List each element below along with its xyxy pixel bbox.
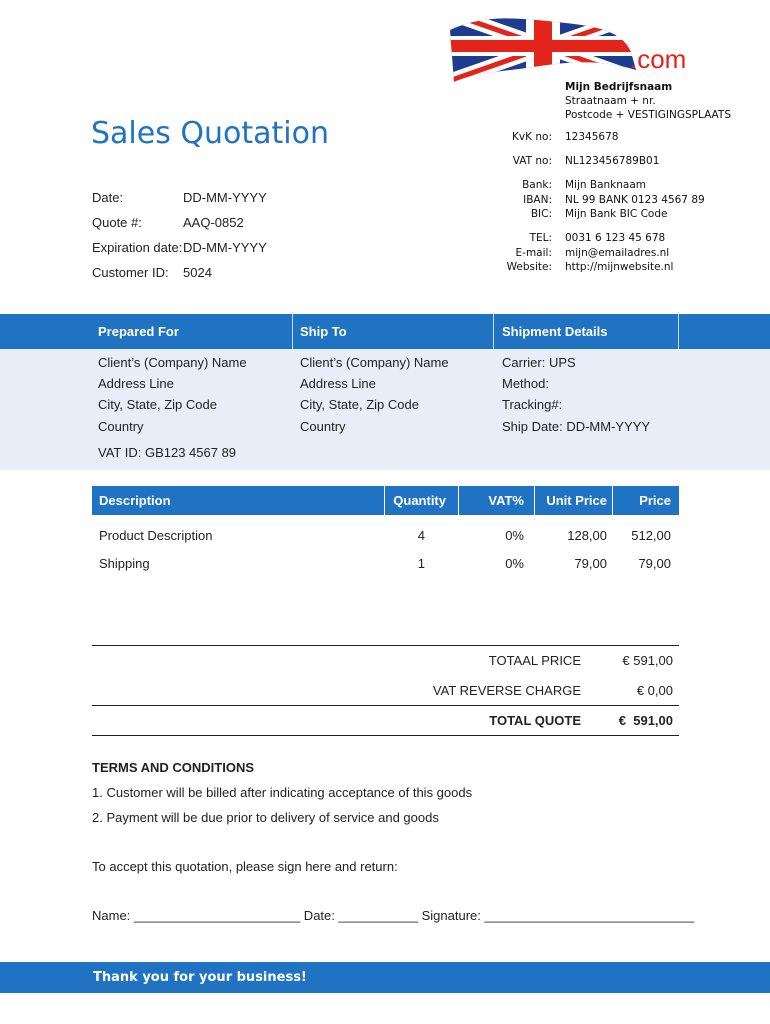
ship-to-country: Country — [300, 419, 346, 434]
item-description: Shipping — [99, 556, 150, 571]
website-label: Website: — [506, 261, 552, 273]
expiration-date-label: Expiration date: — [92, 240, 183, 255]
carrier: Carrier: UPS — [502, 355, 576, 370]
item-quantity: 1 — [417, 556, 425, 571]
company-address — [565, 80, 731, 122]
shipment-details-header: Shipment Details — [502, 324, 608, 339]
item-unit-price: 79,00 — [574, 556, 607, 571]
tracking-number: Tracking#: — [502, 397, 563, 412]
website-value: http://mijnwebsite.nl — [565, 261, 674, 273]
quote-number-value: AAQ-0852 — [183, 215, 244, 230]
item-price: 79,00 — [638, 556, 671, 571]
parties-header — [0, 314, 770, 349]
column-divider — [493, 314, 494, 349]
total-price-value: € 591,00 — [622, 653, 673, 668]
vat-value: NL123456789B01 — [565, 155, 660, 167]
items-table-header — [92, 486, 679, 515]
ship-to-header: Ship To — [300, 324, 347, 339]
logo-domain-text: .com — [630, 44, 687, 74]
item-quantity: 4 — [417, 528, 425, 543]
company-street: Straatnaam + nr. — [565, 95, 656, 107]
parties-body — [0, 349, 770, 470]
totals-top-rule — [92, 645, 679, 646]
prepared-for-header: Prepared For — [98, 324, 179, 339]
expiration-date-value: DD-MM-YYYY — [183, 240, 267, 255]
total-quote-label: TOTAL QUOTE — [489, 713, 581, 728]
totals-bottom-rule — [92, 735, 679, 736]
tel-label: TEL: — [529, 232, 552, 244]
email-label: E-mail: — [515, 247, 552, 259]
column-divider — [678, 314, 679, 349]
ship-date: Ship Date: DD-MM-YYYY — [502, 419, 651, 434]
vat-reverse-charge-label: VAT REVERSE CHARGE — [432, 683, 581, 698]
bank-value: Mijn Banknaam — [565, 179, 647, 191]
item-unit-price: 128,00 — [567, 528, 607, 543]
prepared-for-address: Address Line — [98, 376, 174, 391]
vat-percent-header: VAT% — [488, 493, 524, 508]
ship-to-address: Address Line — [300, 376, 376, 391]
item-description: Product Description — [99, 528, 213, 543]
quantity-header: Quantity — [393, 493, 446, 508]
customer-id-label: Customer ID: — [92, 265, 169, 280]
iban-value: NL 99 BANK 0123 4567 89 — [565, 194, 705, 206]
company-name: Mijn Bedrijfsnaam — [565, 81, 673, 93]
ship-to-company: Client’s (Company) Name — [300, 355, 449, 370]
iban-label: IBAN: — [523, 194, 552, 206]
date-value: DD-MM-YYYY — [183, 190, 267, 205]
vat-id: VAT ID: GB123 4567 89 — [98, 445, 237, 460]
item-price: 512,00 — [631, 528, 671, 543]
total-price-label: TOTAAL PRICE — [488, 653, 581, 668]
footer-message: Thank you for your business! — [93, 970, 307, 985]
vat-reverse-charge-value: € 0,00 — [636, 683, 673, 698]
terms-line-1: 1. Customer will be billed after indicating acceptance of this goods — [92, 785, 473, 800]
kvk-value: 12345678 — [565, 131, 619, 143]
kvk-label: KvK no: — [512, 131, 552, 143]
email-value: mijn@emailadres.nl — [565, 247, 670, 259]
terms-heading: TERMS AND CONDITIONS — [92, 760, 255, 775]
customer-id-value: 5024 — [183, 265, 212, 280]
tel-value: 0031 6 123 45 678 — [565, 232, 666, 244]
bic-value: Mijn Bank BIC Code — [565, 208, 668, 220]
totals-mid-rule — [92, 705, 679, 706]
company-postcode: Postcode + VESTIGINGSPLAATS — [565, 109, 731, 121]
signature-line: Name: _______________________ Date: ___________ Signature: _____________________________ — [92, 908, 695, 923]
prepared-for-country: Country — [98, 419, 144, 434]
price-header: Price — [639, 493, 671, 508]
prepared-for-company: Client’s (Company) Name — [98, 355, 247, 370]
item-vat-percent: 0% — [505, 528, 524, 543]
quote-number-label: Quote #: — [92, 215, 142, 230]
accept-instruction: To accept this quotation, please sign here and return: — [92, 859, 398, 874]
total-quote-value: € 591,00 — [618, 713, 673, 728]
shipping-method: Method: — [502, 376, 549, 391]
terms-line-2: 2. Payment will be due prior to delivery of service and goods — [92, 810, 439, 825]
document-title: Sales Quotation — [91, 116, 329, 151]
unit-price-header: Unit Price — [546, 493, 607, 508]
bank-label: Bank: — [522, 179, 552, 191]
ship-to-city: City, State, Zip Code — [300, 397, 419, 412]
footer-band — [0, 962, 770, 993]
item-vat-percent: 0% — [505, 556, 524, 571]
column-divider — [292, 314, 293, 349]
bic-label: BIC: — [530, 208, 552, 220]
date-label: Date: — [92, 190, 124, 205]
prepared-for-city: City, State, Zip Code — [98, 397, 217, 412]
vat-label: VAT no: — [512, 155, 552, 167]
description-header: Description — [99, 493, 171, 508]
